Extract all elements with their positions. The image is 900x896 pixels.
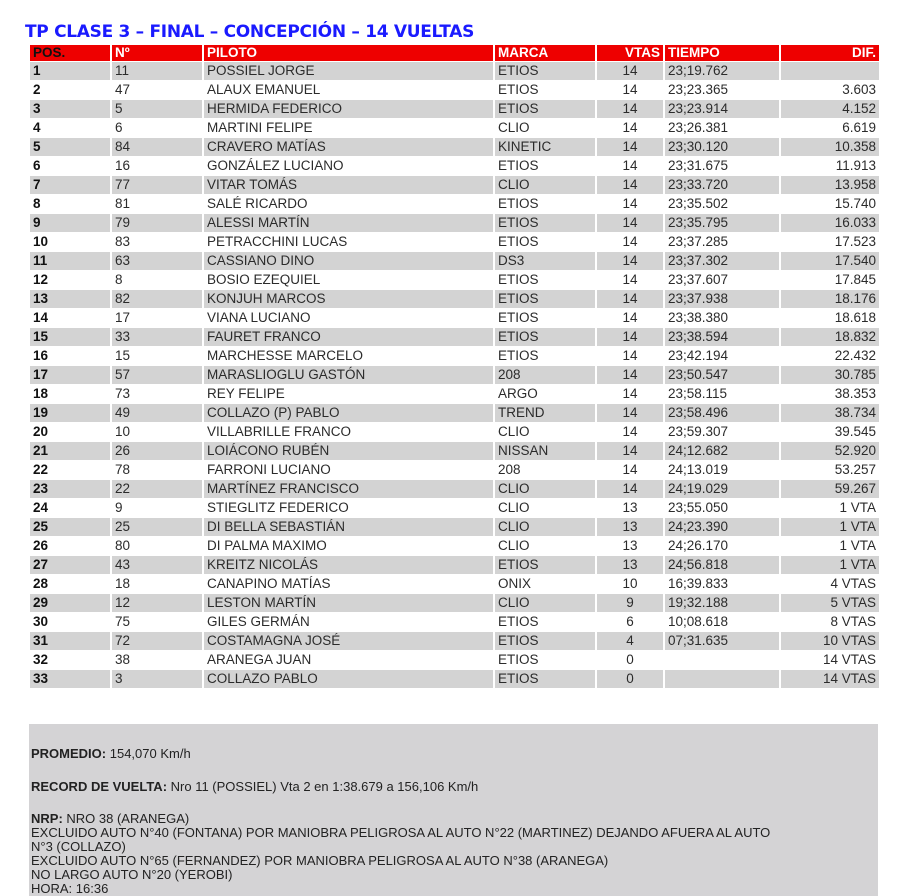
cell-vtas: 14 — [597, 480, 663, 498]
note-line: EXCLUIDO AUTO N°40 (FONTANA) POR MANIOBRA PELIGROSA AL AUTO N°22 (MARTINEZ) DEJANDO AFUERA AL AUTO — [31, 825, 771, 840]
cell-dif: 59.267 — [781, 480, 879, 498]
cell-number: 9 — [112, 499, 202, 517]
cell-tiempo: 23;35.795 — [665, 214, 779, 232]
cell-piloto: MARTÍNEZ FRANCISCO — [204, 480, 493, 498]
cell-vtas: 14 — [597, 81, 663, 99]
cell-tiempo: 16;39.833 — [665, 575, 779, 593]
table-row — [30, 480, 879, 498]
note-line: NO LARGO AUTO N°20 (YEROBI) — [31, 867, 233, 882]
table-row — [30, 537, 879, 555]
cell-number: 81 — [112, 195, 202, 213]
cell-pos: 19 — [30, 404, 110, 422]
cell-dif: 18.832 — [781, 328, 879, 346]
cell-pos: 14 — [30, 309, 110, 327]
cell-piloto: KREITZ NICOLÁS — [204, 556, 493, 574]
cell-vtas: 10 — [597, 575, 663, 593]
cell-piloto: ALESSI MARTÍN — [204, 214, 493, 232]
cell-vtas: 14 — [597, 62, 663, 80]
cell-number: 33 — [112, 328, 202, 346]
cell-vtas: 14 — [597, 176, 663, 194]
cell-tiempo: 23;33.720 — [665, 176, 779, 194]
cell-pos: 8 — [30, 195, 110, 213]
cell-piloto: VITAR TOMÁS — [204, 176, 493, 194]
cell-number: 47 — [112, 81, 202, 99]
cell-vtas: 9 — [597, 594, 663, 612]
cell-piloto: GILES GERMÁN — [204, 613, 493, 631]
cell-tiempo: 23;38.380 — [665, 309, 779, 327]
cell-dif: 15.740 — [781, 195, 879, 213]
cell-tiempo: 24;56.818 — [665, 556, 779, 574]
cell-pos: 7 — [30, 176, 110, 194]
header-pos: POS. — [30, 45, 110, 61]
cell-pos: 16 — [30, 347, 110, 365]
cell-marca: ETIOS — [495, 613, 595, 631]
header-vtas: VTAS — [597, 45, 663, 61]
cell-dif: 18.176 — [781, 290, 879, 308]
cell-dif: 14 VTAS — [781, 651, 879, 669]
cell-dif: 17.523 — [781, 233, 879, 251]
cell-pos: 12 — [30, 271, 110, 289]
cell-pos: 28 — [30, 575, 110, 593]
cell-number: 22 — [112, 480, 202, 498]
cell-piloto: REY FELIPE — [204, 385, 493, 403]
table-row — [30, 613, 879, 631]
table-row — [30, 670, 879, 688]
table-row — [30, 233, 879, 251]
cell-marca: KINETIC — [495, 138, 595, 156]
cell-number: 5 — [112, 100, 202, 118]
cell-piloto: HERMIDA FEDERICO — [204, 100, 493, 118]
cell-pos: 17 — [30, 366, 110, 384]
cell-vtas: 14 — [597, 100, 663, 118]
cell-tiempo: 23;58.115 — [665, 385, 779, 403]
cell-vtas: 14 — [597, 461, 663, 479]
cell-tiempo: 24;12.682 — [665, 442, 779, 460]
cell-dif: 17.540 — [781, 252, 879, 270]
table-row — [30, 461, 879, 479]
cell-number: 26 — [112, 442, 202, 460]
table-row — [30, 518, 879, 536]
cell-tiempo — [665, 651, 779, 669]
cell-dif: 53.257 — [781, 461, 879, 479]
cell-number: 43 — [112, 556, 202, 574]
cell-tiempo: 23;37.607 — [665, 271, 779, 289]
cell-marca: ETIOS — [495, 347, 595, 365]
cell-dif: 4 VTAS — [781, 575, 879, 593]
cell-piloto: MARCHESSE MARCELO — [204, 347, 493, 365]
cell-marca: ARGO — [495, 385, 595, 403]
cell-piloto: PETRACCHINI LUCAS — [204, 233, 493, 251]
cell-number: 17 — [112, 309, 202, 327]
cell-dif: 38.353 — [781, 385, 879, 403]
cell-piloto: LESTON MARTÍN — [204, 594, 493, 612]
cell-number: 77 — [112, 176, 202, 194]
cell-tiempo: 07;31.635 — [665, 632, 779, 650]
table-row — [30, 385, 879, 403]
cell-piloto: COLLAZO PABLO — [204, 670, 493, 688]
cell-tiempo: 23;35.502 — [665, 195, 779, 213]
cell-tiempo: 23;55.050 — [665, 499, 779, 517]
table-body — [30, 62, 879, 688]
cell-tiempo: 19;32.188 — [665, 594, 779, 612]
cell-piloto: FARRONI LUCIANO — [204, 461, 493, 479]
cell-vtas: 14 — [597, 119, 663, 137]
nrp-line — [31, 812, 770, 826]
cell-marca: TREND — [495, 404, 595, 422]
cell-vtas: 14 — [597, 347, 663, 365]
table-row — [30, 271, 879, 289]
note-line: EXCLUIDO AUTO N°65 (FERNANDEZ) POR MANIOBRA PELIGROSA AL AUTO N°38 (ARANEGA) — [31, 853, 609, 868]
cell-dif: 4.152 — [781, 100, 879, 118]
cell-piloto: DI BELLA SEBASTIÁN — [204, 518, 493, 536]
cell-tiempo: 24;19.029 — [665, 480, 779, 498]
cell-piloto: POSSIEL JORGE — [204, 62, 493, 80]
cell-dif: 16.033 — [781, 214, 879, 232]
table-row — [30, 632, 879, 650]
cell-piloto: ARANEGA JUAN — [204, 651, 493, 669]
cell-marca: CLIO — [495, 480, 595, 498]
cell-dif: 38.734 — [781, 404, 879, 422]
cell-pos: 30 — [30, 613, 110, 631]
cell-dif: 1 VTA — [781, 518, 879, 536]
cell-tiempo: 23;37.285 — [665, 233, 779, 251]
table-row — [30, 81, 879, 99]
cell-piloto: CANAPINO MATÍAS — [204, 575, 493, 593]
cell-vtas: 14 — [597, 233, 663, 251]
cell-number: 83 — [112, 233, 202, 251]
cell-dif: 10 VTAS — [781, 632, 879, 650]
cell-marca: ETIOS — [495, 157, 595, 175]
cell-piloto: CASSIANO DINO — [204, 252, 493, 270]
cell-vtas: 13 — [597, 537, 663, 555]
cell-number: 84 — [112, 138, 202, 156]
cell-marca: 208 — [495, 366, 595, 384]
table-row — [30, 176, 879, 194]
cell-vtas: 14 — [597, 404, 663, 422]
cell-marca: ETIOS — [495, 670, 595, 688]
cell-marca: CLIO — [495, 119, 595, 137]
cell-pos: 13 — [30, 290, 110, 308]
cell-number: 49 — [112, 404, 202, 422]
cell-pos: 23 — [30, 480, 110, 498]
cell-pos: 4 — [30, 119, 110, 137]
cell-pos: 24 — [30, 499, 110, 517]
table-row — [30, 214, 879, 232]
cell-marca: CLIO — [495, 176, 595, 194]
cell-marca: ETIOS — [495, 233, 595, 251]
cell-vtas: 14 — [597, 157, 663, 175]
nrp-block — [31, 812, 770, 896]
cell-piloto: VILLABRILLE FRANCO — [204, 423, 493, 441]
table-row — [30, 651, 879, 669]
cell-pos: 25 — [30, 518, 110, 536]
table-row — [30, 423, 879, 441]
cell-piloto: COLLAZO (P) PABLO — [204, 404, 493, 422]
cell-marca: ONIX — [495, 575, 595, 593]
cell-piloto: GONZÁLEZ LUCIANO — [204, 157, 493, 175]
cell-dif: 10.358 — [781, 138, 879, 156]
page-title: TP CLASE 3 – FINAL – CONCEPCIÓN – 14 VUELTAS — [25, 22, 475, 42]
cell-number: 18 — [112, 575, 202, 593]
cell-vtas: 14 — [597, 252, 663, 270]
cell-pos: 32 — [30, 651, 110, 669]
cell-pos: 27 — [30, 556, 110, 574]
cell-marca: CLIO — [495, 499, 595, 517]
cell-number: 15 — [112, 347, 202, 365]
cell-vtas: 14 — [597, 442, 663, 460]
cell-marca: ETIOS — [495, 62, 595, 80]
cell-number: 10 — [112, 423, 202, 441]
cell-piloto: ALAUX EMANUEL — [204, 81, 493, 99]
cell-marca: ETIOS — [495, 271, 595, 289]
cell-pos: 5 — [30, 138, 110, 156]
cell-marca: DS3 — [495, 252, 595, 270]
table-row — [30, 138, 879, 156]
table-row — [30, 100, 879, 118]
cell-tiempo: 23;37.938 — [665, 290, 779, 308]
cell-piloto: COSTAMAGNA JOSÉ — [204, 632, 493, 650]
cell-marca: CLIO — [495, 594, 595, 612]
table-row — [30, 404, 879, 422]
cell-marca: CLIO — [495, 537, 595, 555]
cell-number: 8 — [112, 271, 202, 289]
cell-tiempo: 23;23.914 — [665, 100, 779, 118]
table-row — [30, 366, 879, 384]
cell-piloto: CRAVERO MATÍAS — [204, 138, 493, 156]
cell-number: 73 — [112, 385, 202, 403]
cell-dif: 5 VTAS — [781, 594, 879, 612]
cell-marca: ETIOS — [495, 309, 595, 327]
cell-vtas: 0 — [597, 651, 663, 669]
cell-tiempo: 24;26.170 — [665, 537, 779, 555]
cell-dif: 1 VTA — [781, 556, 879, 574]
cell-tiempo: 23;38.594 — [665, 328, 779, 346]
cell-tiempo: 23;42.194 — [665, 347, 779, 365]
header-tiempo: TIEMPO — [665, 45, 779, 61]
cell-vtas: 13 — [597, 518, 663, 536]
cell-dif: 11.913 — [781, 157, 879, 175]
cell-dif: 6.619 — [781, 119, 879, 137]
cell-tiempo: 23;19.762 — [665, 62, 779, 80]
cell-vtas: 13 — [597, 499, 663, 517]
cell-number: 80 — [112, 537, 202, 555]
cell-piloto: MARTINI FELIPE — [204, 119, 493, 137]
cell-number: 11 — [112, 62, 202, 80]
cell-pos: 15 — [30, 328, 110, 346]
cell-pos: 20 — [30, 423, 110, 441]
table-row — [30, 309, 879, 327]
cell-dif: 1 VTA — [781, 499, 879, 517]
table-row — [30, 252, 879, 270]
header-number: Nº — [112, 45, 202, 61]
cell-dif: 8 VTAS — [781, 613, 879, 631]
cell-tiempo: 23;23.365 — [665, 81, 779, 99]
cell-vtas: 14 — [597, 423, 663, 441]
cell-tiempo: 23;59.307 — [665, 423, 779, 441]
cell-pos: 6 — [30, 157, 110, 175]
cell-piloto: DI PALMA MAXIMO — [204, 537, 493, 555]
cell-tiempo: 10;08.618 — [665, 613, 779, 631]
cell-pos: 9 — [30, 214, 110, 232]
record-label: RECORD DE VUELTA: — [31, 779, 168, 794]
cell-tiempo: 23;50.547 — [665, 366, 779, 384]
cell-pos: 3 — [30, 100, 110, 118]
cell-number: 38 — [112, 651, 202, 669]
table-row — [30, 62, 879, 80]
cell-number: 16 — [112, 157, 202, 175]
cell-number: 79 — [112, 214, 202, 232]
promedio-line — [31, 747, 191, 761]
cell-dif: 30.785 — [781, 366, 879, 384]
note-line: N°3 (COLLAZO) — [31, 839, 126, 854]
cell-vtas: 14 — [597, 195, 663, 213]
cell-tiempo: 23;31.675 — [665, 157, 779, 175]
cell-vtas: 13 — [597, 556, 663, 574]
cell-pos: 1 — [30, 62, 110, 80]
cell-tiempo: 23;37.302 — [665, 252, 779, 270]
table-row — [30, 556, 879, 574]
cell-number: 25 — [112, 518, 202, 536]
cell-pos: 21 — [30, 442, 110, 460]
cell-tiempo — [665, 670, 779, 688]
cell-dif: 39.545 — [781, 423, 879, 441]
cell-number: 72 — [112, 632, 202, 650]
cell-marca: ETIOS — [495, 651, 595, 669]
cell-vtas: 14 — [597, 138, 663, 156]
cell-pos: 29 — [30, 594, 110, 612]
cell-tiempo: 24;13.019 — [665, 461, 779, 479]
cell-pos: 31 — [30, 632, 110, 650]
cell-number: 78 — [112, 461, 202, 479]
cell-piloto: FAURET FRANCO — [204, 328, 493, 346]
promedio-label: PROMEDIO: — [31, 746, 107, 761]
cell-vtas: 14 — [597, 271, 663, 289]
header-piloto: PILOTO — [204, 45, 493, 61]
header-marca: MARCA — [495, 45, 595, 61]
cell-marca: ETIOS — [495, 195, 595, 213]
table-row — [30, 195, 879, 213]
cell-marca: ETIOS — [495, 290, 595, 308]
table-row — [30, 290, 879, 308]
cell-marca: ETIOS — [495, 632, 595, 650]
cell-vtas: 4 — [597, 632, 663, 650]
cell-vtas: 0 — [597, 670, 663, 688]
cell-tiempo: 23;30.120 — [665, 138, 779, 156]
table-row — [30, 157, 879, 175]
cell-tiempo: 24;23.390 — [665, 518, 779, 536]
table-row — [30, 442, 879, 460]
cell-dif: 13.958 — [781, 176, 879, 194]
cell-vtas: 14 — [597, 385, 663, 403]
race-notes-panel — [29, 724, 878, 896]
cell-pos: 26 — [30, 537, 110, 555]
cell-pos: 18 — [30, 385, 110, 403]
table-row — [30, 347, 879, 365]
cell-pos: 22 — [30, 461, 110, 479]
cell-piloto: VIANA LUCIANO — [204, 309, 493, 327]
cell-marca: ETIOS — [495, 100, 595, 118]
cell-number: 82 — [112, 290, 202, 308]
cell-dif: 18.618 — [781, 309, 879, 327]
cell-number: 57 — [112, 366, 202, 384]
cell-vtas: 14 — [597, 309, 663, 327]
table-row — [30, 594, 879, 612]
cell-marca: ETIOS — [495, 556, 595, 574]
cell-piloto: KONJUH MARCOS — [204, 290, 493, 308]
cell-tiempo: 23;26.381 — [665, 119, 779, 137]
cell-marca: ETIOS — [495, 81, 595, 99]
cell-vtas: 6 — [597, 613, 663, 631]
note-line: HORA: 16:36 — [31, 881, 109, 896]
table-row — [30, 119, 879, 137]
cell-dif: 52.920 — [781, 442, 879, 460]
promedio-value: 154,070 Km/h — [106, 746, 191, 761]
header-dif: DIF. — [781, 45, 879, 61]
cell-dif: 1 VTA — [781, 537, 879, 555]
cell-dif: 3.603 — [781, 81, 879, 99]
cell-number: 12 — [112, 594, 202, 612]
cell-dif: 17.845 — [781, 271, 879, 289]
cell-piloto: SALÉ RICARDO — [204, 195, 493, 213]
cell-tiempo: 23;58.496 — [665, 404, 779, 422]
cell-dif: 14 VTAS — [781, 670, 879, 688]
cell-pos: 11 — [30, 252, 110, 270]
cell-marca: NISSAN — [495, 442, 595, 460]
table-row — [30, 575, 879, 593]
cell-pos: 33 — [30, 670, 110, 688]
cell-pos: 10 — [30, 233, 110, 251]
cell-marca: ETIOS — [495, 328, 595, 346]
cell-number: 63 — [112, 252, 202, 270]
cell-piloto: MARASLIOGLU GASTÓN — [204, 366, 493, 384]
cell-piloto: STIEGLITZ FEDERICO — [204, 499, 493, 517]
cell-dif: 22.432 — [781, 347, 879, 365]
record-value: Nro 11 (POSSIEL) Vta 2 en 1:38.679 a 156,106 Km/h — [167, 779, 479, 794]
table-row — [30, 328, 879, 346]
cell-marca: CLIO — [495, 518, 595, 536]
cell-piloto: BOSIO EZEQUIEL — [204, 271, 493, 289]
cell-vtas: 14 — [597, 290, 663, 308]
nrp-label: NRP: — [31, 811, 63, 826]
cell-vtas: 14 — [597, 366, 663, 384]
cell-vtas: 14 — [597, 214, 663, 232]
cell-piloto: LOIÁCONO RUBÉN — [204, 442, 493, 460]
cell-marca: ETIOS — [495, 214, 595, 232]
cell-marca: 208 — [495, 461, 595, 479]
cell-number: 75 — [112, 613, 202, 631]
table-header-row — [30, 45, 879, 61]
nrp-value: NRO 38 (ARANEGA) — [62, 811, 190, 826]
cell-dif — [781, 62, 879, 80]
cell-marca: CLIO — [495, 423, 595, 441]
cell-pos: 2 — [30, 81, 110, 99]
cell-number: 3 — [112, 670, 202, 688]
cell-vtas: 14 — [597, 328, 663, 346]
cell-number: 6 — [112, 119, 202, 137]
results-table — [28, 44, 881, 689]
table-row — [30, 499, 879, 517]
record-line — [31, 780, 478, 794]
